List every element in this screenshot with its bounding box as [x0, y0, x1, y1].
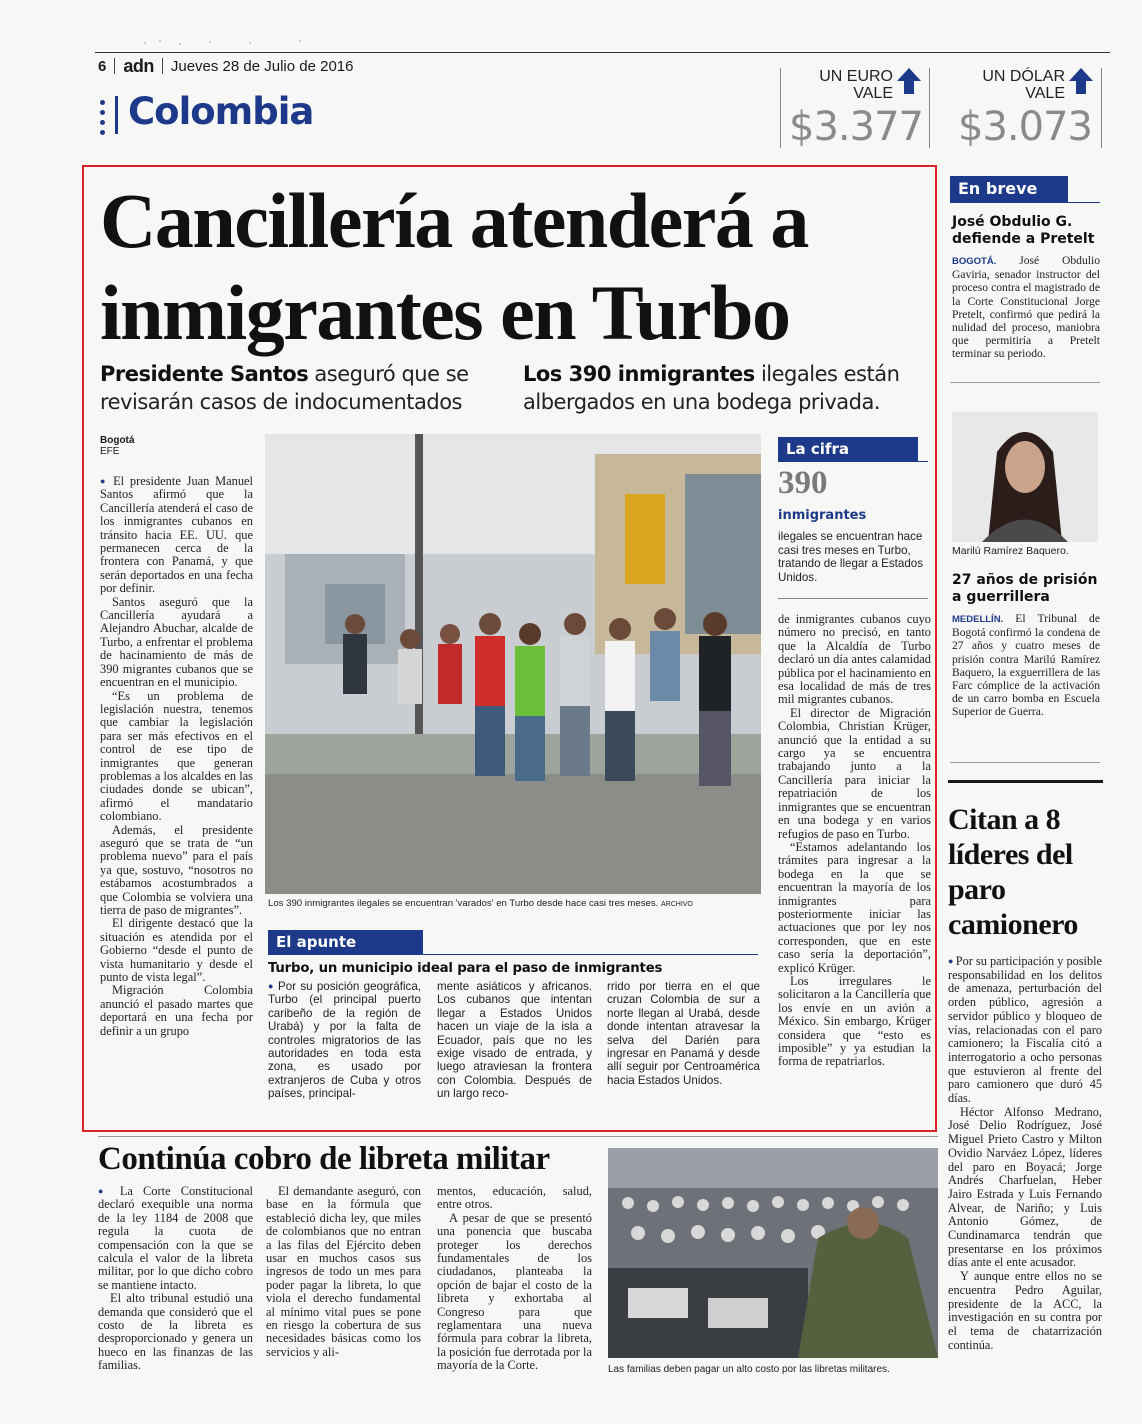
paragraph: Por su posición geográfica, Turbo (el principal puerto caribeño de la región de Urabá) y por la falta de controles migratorios de las autoridades en toda esta zona, es usado por extranjeros de Cuba y otros países, principal-	[268, 980, 422, 1101]
article-column	[100, 475, 253, 1038]
page-number: 6	[98, 57, 107, 75]
citan-column	[948, 955, 1102, 1352]
paragraph: El demandante aseguró, con base en la fórmula que estableció dicha ley, que miles de colombianos que no entran a las filas del Ejército deben usar en muchos casos sus ingresos de todo un mes para poder pagar la libreta, lo que viola el derecho fundamental al mínimo vital pues se pone en riesgo la cobertura de sus necesidades básicas como los servicios y ali-	[266, 1184, 421, 1359]
paragraph: La Corte Constitucional declaró exequible una norma de la ley 1184 de 2008 que regula la cuota de compensación con la que se calcula el valor de la libreta militar, por lo que dicho cobro se mantiene intacto.	[98, 1184, 253, 1292]
divider	[778, 598, 928, 599]
photo-migrants	[265, 434, 761, 894]
bullet-icon: ●	[98, 1186, 120, 1196]
arrow-up-icon	[1069, 68, 1093, 94]
photo-source: ARCHIVO	[660, 901, 693, 908]
apunte-title: Turbo, un municipio ideal para el paso de inmigrantes	[268, 961, 663, 976]
arrow-up-icon	[897, 68, 921, 94]
article-column	[98, 1185, 253, 1373]
paragraph: Además, el presidente aseguró que se trata de “un problema nuevo” para el país ya que, sostuvo, “nosotros no estábamos acostumbrados a que Colombia se volviera una tierra de paso de migrantes”.	[100, 822, 253, 917]
fx-euro	[780, 68, 930, 148]
article-column	[437, 1185, 592, 1373]
divider	[950, 382, 1100, 383]
divider	[98, 1136, 938, 1137]
brief-text: José Obdulio Gaviria, senador instructor del proceso contra el magistrado de la Corte Constitucional Jorge Pretelt, confirmó que pedirá la nulidad del proceso, maniobra que permitiría a Pretelt terminar su periodo.	[952, 254, 1100, 361]
cifra-tag: La cifra	[778, 437, 918, 461]
deck-left	[100, 360, 510, 416]
cifra-unit: inmigrantes	[778, 508, 867, 523]
cifra-text: ilegales se encuentran hace casi tres meses en Turbo, tratando de llegar a Estados Unidos.	[778, 530, 924, 584]
apunte-tag: El apunte	[268, 930, 423, 954]
dateline-agency: EFE	[100, 446, 120, 457]
divider	[950, 762, 1100, 763]
fx-euro-label2: VALE	[853, 85, 893, 102]
fx-euro-value: $3.377	[789, 104, 923, 150]
divider	[950, 202, 1100, 203]
photo-caption: Las familias deben pagar un alto costo por las libretas militares.	[608, 1364, 890, 1375]
deck-right	[523, 360, 933, 416]
divider	[948, 780, 1103, 783]
page-header	[98, 56, 354, 76]
bullet-icon: ●	[100, 476, 114, 486]
paragraph: mentos, educación, salud, entre otros.	[437, 1184, 592, 1212]
deck-right-text: ilegales están albergados en una bodega privada.	[523, 362, 900, 414]
apunte-column	[437, 980, 592, 1101]
brief-body	[952, 612, 1100, 719]
fx-dollar-value: $3.073	[958, 104, 1092, 150]
dateline-city: Bogotá	[100, 435, 135, 446]
caption-text: Los 390 inmigrantes ilegales se encuentran 'varados' en Turbo desde hace casi tres meses.	[268, 898, 659, 909]
paragraph: Los irregulares le solicitaron a la Cancillería que los envíe en un avión a México. Sin embargo, Krüger considera que “esto es imposible” y ya estudian la forma de repatriarlos.	[778, 973, 931, 1069]
deck-right-bold: Los 390 inmigrantes	[523, 362, 755, 386]
paragraph: “Es un problema de legislación nuestra, tenemos que cambiar la legislación para ser más efectivos en el control de ese tipo de inmigrantes que generan problemas a los alcaldes en las ciudades donde se ubican”, afirmó el mandatario colombiano.	[100, 688, 253, 824]
separator	[114, 58, 115, 74]
photo-military-queue	[608, 1148, 938, 1358]
paragraph: El presidente Juan Manuel Santos afirmó que la Cancillería atenderá el caso de los inmigrantes cubanos en tránsito hacia EE. UU. que permanecen cerca de la frontera con Panamá, y que serán deportados en una fecha por definir.	[100, 474, 253, 596]
paragraph: El dirigente destacó que la situación es atendida por el Gobierno “desde el punto de vista humanitario y desde el punto de vista legal”.	[100, 916, 253, 985]
brief-city: BOGOTÁ.	[952, 256, 997, 267]
deck-left-text: aseguró que se revisarán casos de indocumentados	[100, 362, 469, 414]
top-rule	[95, 52, 1110, 53]
paragraph: El alto tribunal estudió una demanda que consideró que el costo de la libreta es desproporcionado y genera un hueco en las finanzas de las familias.	[98, 1291, 253, 1373]
brief-city: MEDELLÍN.	[952, 614, 1004, 625]
photo-portrait	[952, 412, 1098, 542]
brief-headline: 27 años de prisión a guerrillera	[952, 572, 1098, 605]
paragraph: El director de Migración Colombia, Christian Krüger, anunció que la entidad a su cargo ya se encuentra trabajando junto a la Cancillería para iniciar la repatriación de los inmigrantes que se encuentran en una bodega y en varios refugios de paso en Turbo.	[778, 705, 931, 841]
cifra-number: 390	[778, 465, 828, 501]
divider	[778, 461, 928, 462]
deck-left-bold: Presidente Santos	[100, 362, 309, 386]
section-dots-icon	[100, 100, 106, 135]
brief-body	[952, 254, 1100, 361]
section-bar	[115, 96, 118, 134]
photo-caption: Marilú Ramírez Baquero.	[952, 545, 1069, 557]
brief-text: El Tribunal de Bogotá confirmó la condena de 27 años y cuatro meses de prisión contra Marilú Ramírez Baquero, la exguerrillera de las Farc cómplice de la activación de un carro bomba en Escuela Superior de Guerra.	[952, 612, 1100, 719]
paragraph: mente asiáticos y africanos. Los cubanos que intentan llegar a Estados Unidos hacen un viaje de la isla a Ecuador, país que no les exige visado de entrada, y luego atraviesan la frontera con Colombia. Después de un largo reco-	[437, 980, 592, 1101]
paragraph: Santos aseguró que la Cancillería ayudará a Alejandro Abuchar, alcalde de Turbo, a enfrentar el problema de hacinamiento de más de 390 migrantes cubanos que se encuentran en el municipio.	[100, 594, 253, 690]
paragraph: Héctor Alfonso Medrano, José Delio Rodríguez, José Miguel Prieto Castro y Milton Ovidio Narváez López, líderes del paro en Boyacá; Jorge Andrés Charfuelan, Heber Jairo Estrada y Luis Fernando Alvear, de Nariño; y Luis Antonio Gómez, de Cundinamarca tendrán que presentarse en los próximos días ante el ente acusador.	[948, 1104, 1102, 1270]
issue-date: Jueves 28 de Julio de 2016	[170, 57, 354, 75]
fx-dollar	[950, 68, 1102, 148]
brief-rail	[950, 172, 1100, 764]
brief-headline: José Obdulio G. defiende a Pretelt	[952, 214, 1095, 247]
apunte-column	[607, 980, 760, 1087]
paragraph: “Estamos adelantando los trámites para ingresar a la bodega en la que se encuentran la mayoría de los inmigrantes para posteriormente iniciar las actuaciones que por ley nos corresponden, que en este caso sería la deportación”, explicó Krüger.	[778, 839, 931, 975]
separator	[162, 58, 163, 74]
section-title: Colombia	[128, 90, 314, 133]
article-column	[266, 1185, 421, 1359]
bullet-icon: ●	[948, 956, 956, 966]
brand-logo: adn	[123, 55, 154, 76]
photo-caption	[268, 898, 758, 909]
paragraph: rrido por tierra en el que cruzan Colombia de sur a norte llegan al Urabá, desde donde intentan atravesar la selva del Darién para ingresar en Panamá y desde allí seguir por Centroamérica hacia Estados Unidos.	[607, 980, 760, 1087]
main-headline: Cancillería atenderá a inmigrantes en Turbo	[100, 177, 808, 356]
article-column	[778, 613, 931, 1069]
paragraph: Por su participación y posible responsabilidad en los delitos de amenaza, perturbación del orden público, agresión a servidor público y bloqueo de vías, relacionadas con el paro camionero; la Fiscalía citó a interrogatorio a ocho personas que estuvieron al frente del paro camionero que duró 45 días.	[948, 954, 1102, 1106]
fx-euro-label: UN EURO	[819, 68, 893, 85]
paragraph: de inmigrantes cubanos cuyo número no precisó, en tanto que la Alcaldía de Turbo declaró un día antes calamidad pública por el hacinamiento en esa localidad de más de tres mil migrantes cubanos.	[778, 612, 931, 707]
paragraph: A pesar de que se presentó una ponencia que buscaba proteger los derechos fundamentales de los ciudadanos, planteaba la opción de bajar el costo de la libreta y exhortaba al Congreso para que reglamentara una nueva fórmula para cobrar la libreta, la posición fue derrotada por la mayoría de la Corte.	[437, 1210, 592, 1373]
fx-dollar-label2: VALE	[1025, 85, 1065, 102]
bottom-headline: Continúa cobro de libreta militar	[98, 1141, 550, 1177]
divider	[268, 954, 758, 955]
paragraph: Migración Colombia anunció el pasado martes que deportará en una fecha por definir a un grupo	[100, 983, 253, 1038]
brief-tag: En breve	[950, 176, 1068, 202]
paragraph: Y aunque entre ellos no se encuentra Pedro Aguilar, presidente de la ACC, la investigación en su contra por el tema de chatarrización continúa.	[948, 1269, 1102, 1352]
apunte-column	[268, 980, 421, 1101]
fx-dollar-label: UN DÓLAR	[982, 68, 1065, 85]
scan-artifact	[140, 35, 340, 45]
citan-headline: Citan a 8 líderes del paro camionero	[948, 803, 1078, 941]
dateline	[100, 435, 134, 457]
bullet-icon: ●	[268, 981, 279, 991]
